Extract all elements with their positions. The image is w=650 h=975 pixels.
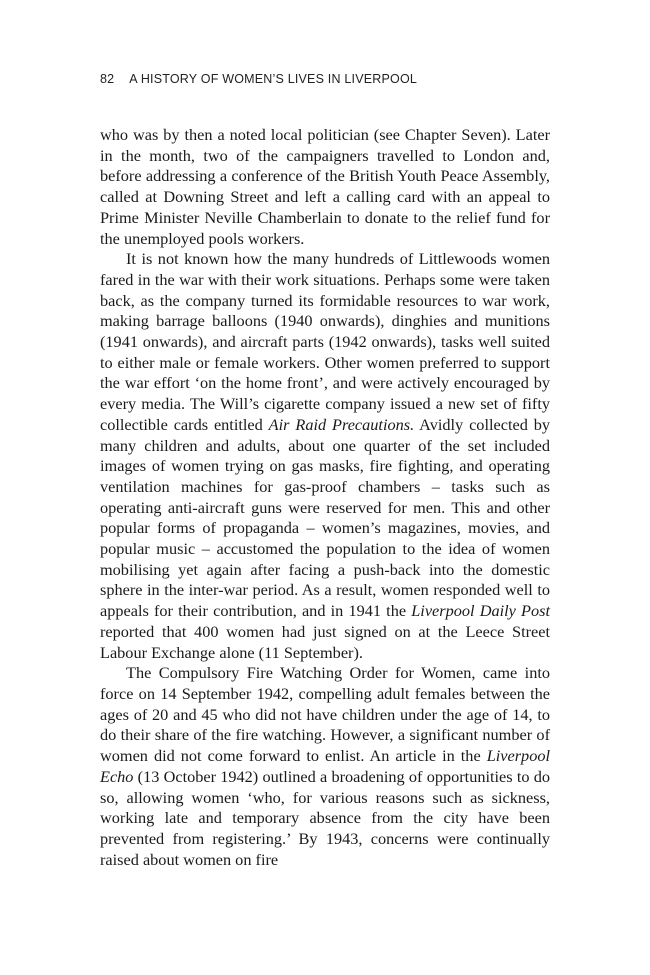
running-title: A HISTORY OF WOMEN’S LIVES IN LIVERPOOL	[129, 72, 418, 86]
italic-title-liverpool-daily-post: Liverpool Daily Post	[411, 601, 550, 621]
paragraph-littlewoods	[100, 249, 550, 663]
paragraph-text: The Compulsory Fire Watching Order for Women, came into force on 14 September 1942, compelling adult females between the ages of 20 and 45 who did not have children under the age of 14, to do their share of the fire watching. However, a significant number of women did not come forward to enlist. An article in the	[100, 663, 550, 766]
paragraph-text: Avidly collected by many children and adults, about one quarter of the set included images of women trying on gas masks, fire fighting, and operating ventilation machines for gas-proof chambers – tasks such as operating anti-aircraft guns were reserved for men. This and other popular forms of propaganda – women’s magazines, movies, and popular music – accustomed the population to the idea of women mobilising yet again after facing a push-back into the domestic sphere in the inter-war period. As a result, women responded well to appeals for their contribution, and in 1941 the	[100, 414, 551, 621]
paragraph-text: (13 October 1942) outlined a broadening of opportunities to do so, allowing women ‘who, for various reasons such as sickness, working late and temporary absence from the city have been prevented from registering.’ By 1943, concerns were continually raised about women on fire	[100, 766, 550, 869]
page-number: 82	[100, 72, 115, 86]
italic-title-air-raid-precautions: Air Raid Precautions.	[268, 414, 415, 434]
paragraph-text: who was by then a noted local politician (see Chapter Seven). Later in the month, two of the campaigners travelled to London and, before addressing a conference of the British Youth Peace Assembly, called at Downing Street and left a calling card with an appeal to Prime Minister Neville Chamberlain to donate to the relief fund for the unemployed pools workers.	[100, 125, 550, 248]
paragraph-fire-watching	[100, 663, 550, 870]
italic-title-liverpool-echo: Liverpool Echo	[100, 746, 550, 786]
paragraph-text: reported that 400 women had just signed on at the Leece Street Labour Exchange alone (11 September).	[100, 621, 550, 662]
body-text	[100, 125, 550, 870]
paragraph-text: It is not known how the many hundreds of Littlewoods women fared in the war with their work situations. Perhaps some were taken back, as the company turned its formidable resources to war work, making barrage balloons (1940 onwards), dinghies and munitions (1941 onwards), and aircraft parts (1942 onwards), tasks well suited to either male or female workers. Other women preferred to support the war effort ‘on the home front’, and were actively encouraged by every media. The Will’s cigarette company issued a new set of fifty collectible cards entitled	[100, 249, 550, 434]
running-head	[100, 72, 417, 86]
paragraph-continuation	[100, 125, 550, 249]
